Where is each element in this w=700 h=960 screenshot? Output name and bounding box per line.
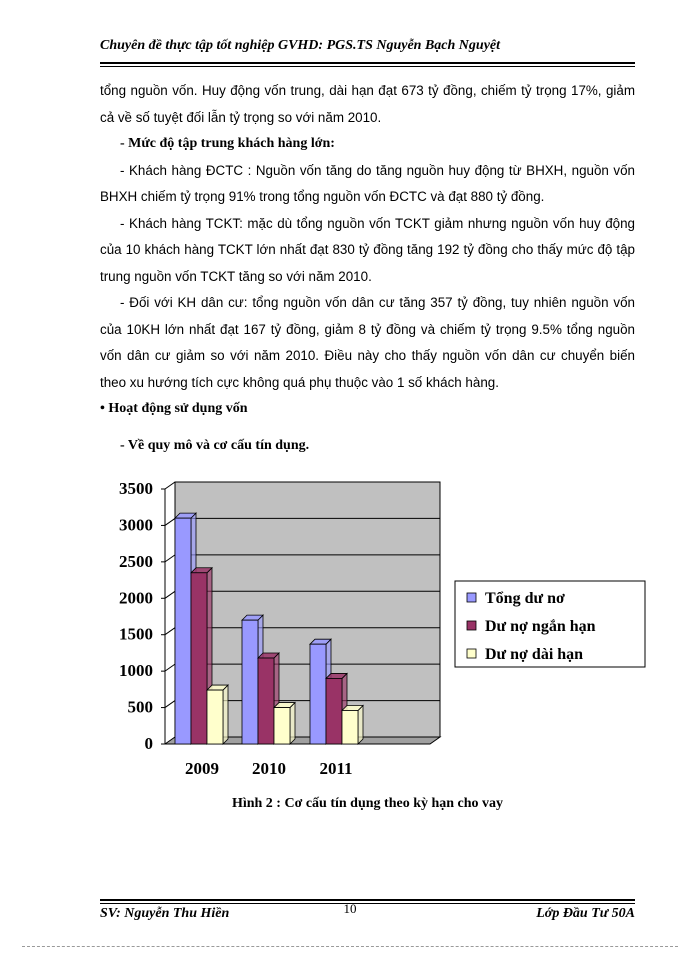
gridline-diagonal — [165, 518, 175, 525]
page-header-title: Chuyên đề thực tập tốt nghiệp GVHD: PGS.TS Nguyễn Bạch Nguyệt — [100, 38, 501, 53]
bar-2009-3 — [207, 685, 228, 744]
heading-capital-use-text: Hoạt động sử dụng vốn — [108, 401, 248, 416]
gridline-diagonal — [165, 591, 175, 598]
bar-front — [242, 620, 258, 744]
bar-side — [358, 705, 363, 744]
y-tick-label: 500 — [127, 697, 153, 717]
y-tick-label: 0 — [144, 734, 153, 753]
bar-side — [223, 685, 228, 744]
y-tick-label: 1500 — [119, 624, 153, 644]
bar-front — [342, 710, 358, 744]
page-number: 10 — [343, 901, 357, 916]
legend-swatch-1 — [467, 593, 476, 602]
legend-swatch-3 — [467, 649, 476, 658]
gridline-diagonal — [165, 664, 175, 671]
paragraph-dctc: - Khách hàng ĐCTC : Nguồn vốn tăng do tăng nguồn huy động từ BHXH, nguồn vốn BHXH chiếm tỷ trọng 91% trong tổng nguồn vốn ĐCTC và đạt 880 tỷ đồng. — [100, 162, 635, 204]
bar-front — [310, 644, 326, 744]
heading-capital-use — [100, 396, 635, 423]
x-tick-label-2011: 2011 — [319, 759, 353, 778]
heading-credit-structure: - Về quy mô và cơ cấu tín dụng. — [120, 437, 310, 453]
credit-structure-chart — [95, 462, 655, 792]
gridline-diagonal — [165, 701, 175, 708]
bar-side — [290, 703, 295, 744]
bar-front — [274, 708, 290, 744]
legend-label-2: Dư nợ ngắn hạn — [485, 618, 596, 635]
y-tick-label: 2500 — [119, 551, 153, 571]
y-tick-label: 1000 — [119, 661, 153, 681]
header-rule-thin — [100, 66, 635, 67]
legend-label-3: Dư nợ dài hạn — [485, 646, 584, 663]
y-tick-label: 3500 — [119, 479, 153, 498]
gridline-diagonal — [165, 628, 175, 635]
footer-class: Lớp Đầu Tư 50A — [536, 906, 635, 921]
gridline-diagonal — [165, 555, 175, 562]
x-tick-label-2009: 2009 — [185, 759, 219, 778]
bar-front — [258, 658, 274, 744]
heading-customer-concentration: - Mức độ tập trung khách hàng lớn: — [120, 136, 335, 151]
figure-caption: Hình 2 : Cơ cấu tín dụng theo kỳ hạn cho vay — [231, 796, 504, 811]
bullet-icon: • — [100, 401, 109, 416]
body-text — [100, 78, 635, 459]
paragraph-1: tổng nguồn vốn. Huy động vốn trung, dài hạn đạt 673 tỷ đồng, chiếm tỷ trọng 17%, giảm cả về số tuyệt đối lẫn tỷ trọng so với năm 2010. — [100, 83, 635, 125]
bar-front — [326, 678, 342, 744]
legend-label-1: Tổng dư nơ — [485, 590, 565, 607]
gridline-diagonal — [165, 482, 175, 489]
footer-student: SV: Nguyễn Thu Hiền — [100, 906, 230, 921]
y-tick-label: 2000 — [119, 588, 153, 608]
x-tick-label-2010: 2010 — [252, 759, 286, 778]
header-rule — [100, 62, 635, 64]
bar-2011-3 — [342, 705, 363, 744]
paragraph-dan-cu: - Đối với KH dân cư: tổng nguồn vốn dân cư tăng 357 tỷ đồng, tuy nhiên nguồn vốn của 10KH lớn nhất đạt 167 tỷ đồng, giảm 8 tỷ đồng và chiếm tỷ trọng 9.5% tổng nguồn vốn dân cư giảm so với năm 2010. Điều này cho thấy nguồn vốn dân cư chuyển biến theo xu hướng tích cực không quá phụ thuộc vào 1 số khách hàng. — [100, 295, 635, 390]
bar-2010-3 — [274, 703, 295, 744]
y-tick-label: 3000 — [119, 515, 153, 535]
bar-front — [191, 573, 207, 744]
page-edge — [22, 946, 678, 947]
bar-front — [207, 690, 223, 744]
paragraph-tckt: - Khách hàng TCKT: mặc dù tổng nguồn vốn TCKT giảm nhưng nguồn vốn huy động của 10 khách hàng TCKT lớn nhất đạt 830 tỷ đồng tăng 192 tỷ đồng cho thấy mức độ tập trung nguồn vốn TCKT tăng so với năm 2010. — [100, 215, 635, 284]
bar-front — [175, 518, 191, 744]
legend-swatch-2 — [467, 621, 476, 630]
